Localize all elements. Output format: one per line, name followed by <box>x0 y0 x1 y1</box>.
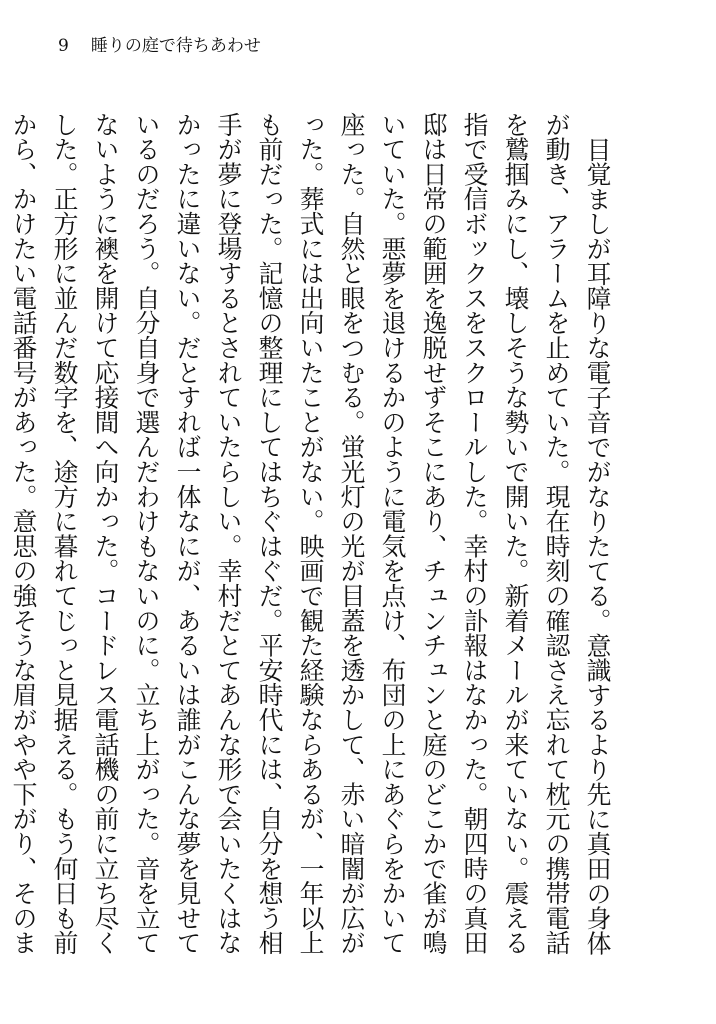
running-title: 睡りの庭で待ちあわせ <box>90 36 261 56</box>
paragraph: 目覚ましが耳障りな電子音でがなりたてる。意識するより先に真田の身体が動き、アラームを止めていた。現在時刻の確認さえ忘れて枕元の携帯電話を鷲掴みにし、壊しそうな勢いで開いた。新着メールが来ていない。震える指で受信ボックスをスクロールした。幸村の訃報はなかった。朝四時の真田邸は日常の範囲を逸脱せずそこにあり、チュンチュンと庭のどこかで雀が鳴いていた。悪夢を退けるかのように電気を点け、布団の上にあぐらをかいて座った。自然と眼をつむる。蛍光灯の光が目蓋を透かして、赤い暗闇が広がった。葬式には出向いたことがない。映画で観た経験ならあるが、一年以上も前だった。記憶の整理にしてはちぐはぐだ。平安時代には、自分を想う相手が夢に登場するとされていたらしい。幸村だとてあんな形で会いたくはなかったに違いない。だとすれば一体なにが、あるいは誰がこんな夢を見せているのだろう。自分自身で選んだわけもないのに。立ち上がった。音を立てないように襖を開けて応接間へ向かった。コードレス電話機の前に立ち尽くした。正方形に並んだ数字を、途方に暮れてじっと見据える。もう何日も前から、かけたい電話番号があった。意思の強そうな眉がやや下がり、そのま <box>9 112 612 956</box>
vertical-body-text <box>9 112 618 972</box>
page-header <box>58 36 261 56</box>
page-number: 9 <box>58 36 69 56</box>
